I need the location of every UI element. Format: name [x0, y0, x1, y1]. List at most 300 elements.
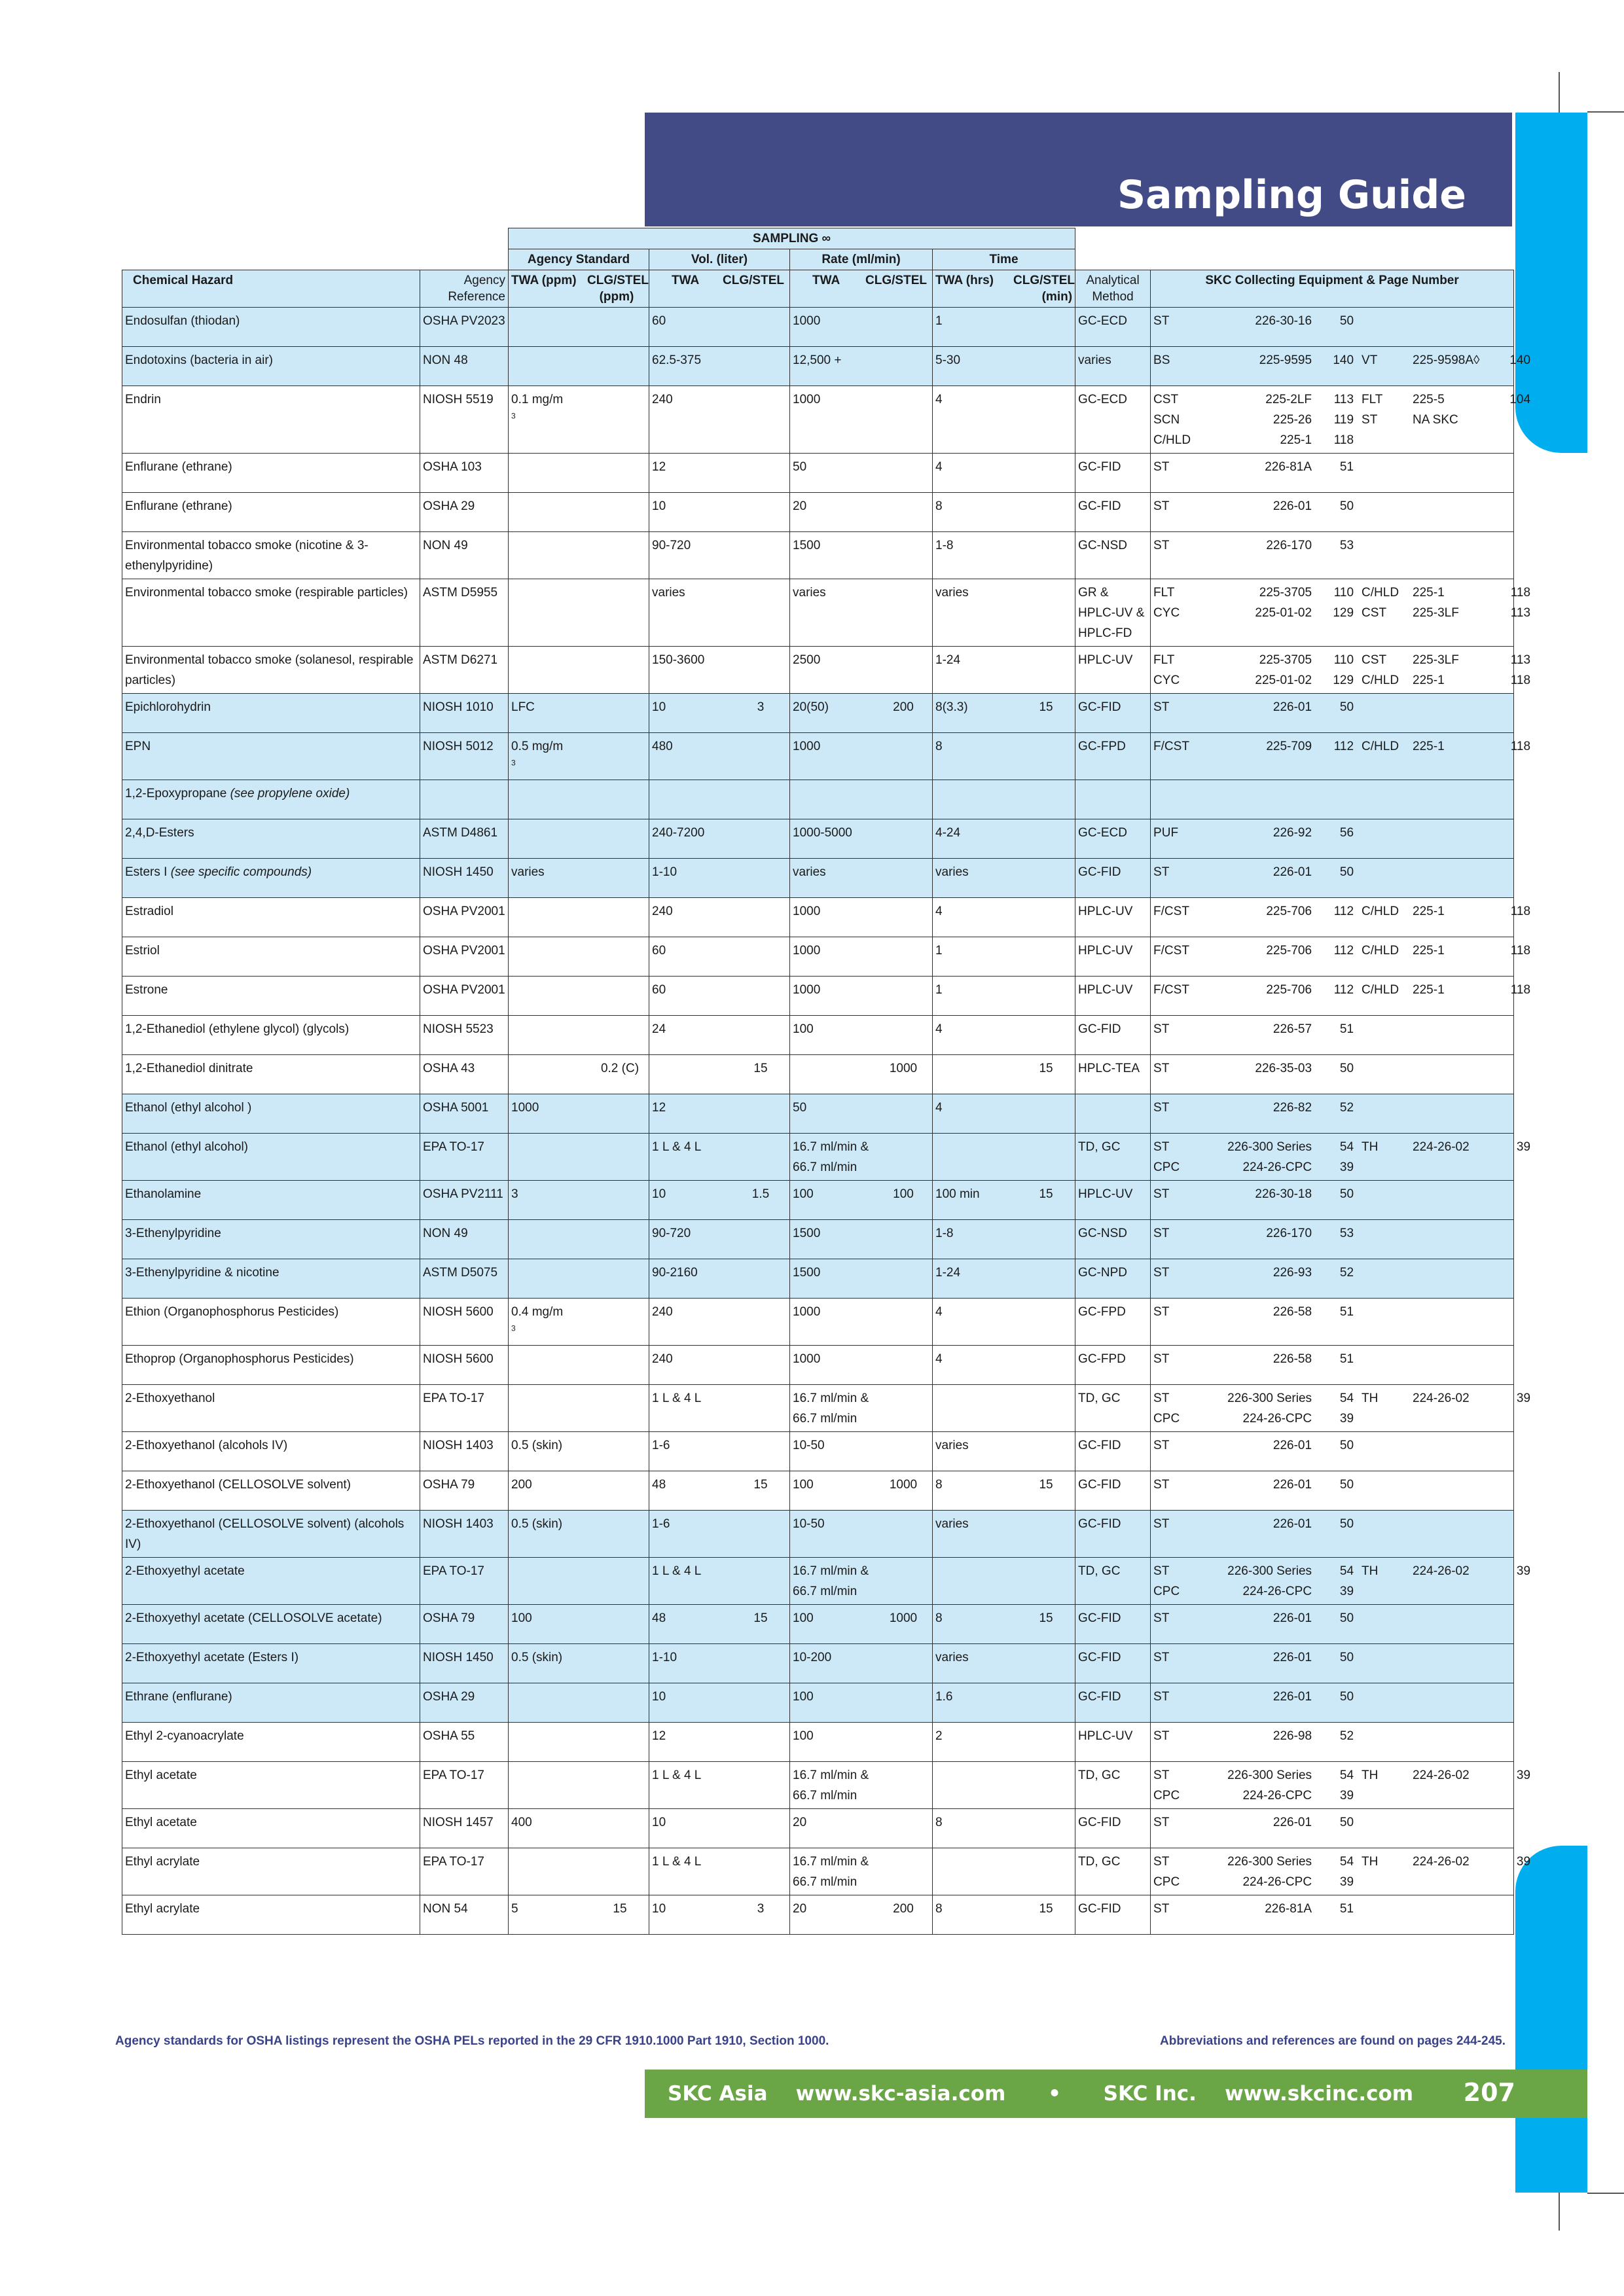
- table-row: [122, 1094, 1514, 1134]
- time-twa: 1-8: [935, 539, 954, 552]
- equipment-type: [1362, 496, 1413, 516]
- rate-twa: 1000: [793, 393, 821, 406]
- agency-reference-cell: [420, 780, 509, 819]
- equipment-type: ST: [1153, 1478, 1170, 1492]
- page-title: Sampling Guide: [1117, 172, 1466, 218]
- agency-reference-cell: [420, 1809, 509, 1848]
- volume-twa: 10: [652, 700, 666, 714]
- table-row: [122, 1346, 1514, 1385]
- rate-twa: 1000: [793, 1305, 821, 1319]
- catalog-number: [1413, 1475, 1491, 1495]
- equipment-line: [1153, 1872, 1511, 1892]
- hazard-name: Ethanol (ethyl alcohol ): [125, 1101, 252, 1115]
- agency-standard-cell: [509, 454, 649, 493]
- sampling-group-header: SAMPLING ∞: [509, 228, 1075, 249]
- table-row: [122, 454, 1514, 493]
- equipment-type: ST: [1153, 1187, 1170, 1201]
- page-ref: 53: [1339, 1227, 1354, 1240]
- rate-twa: 20: [793, 1816, 807, 1829]
- rate-twa: 100: [793, 1187, 814, 1201]
- footer-links[interactable]: SKC Asia www.skc-asia.com • SKC Inc. www.skcinc.com: [668, 2082, 1414, 2106]
- analytical-method: GC-FID: [1078, 499, 1121, 513]
- equipment-type: CST: [1362, 653, 1387, 667]
- volume-clg: [734, 1223, 787, 1244]
- page-ref: 112: [1333, 740, 1354, 753]
- volume-cell: [649, 1683, 790, 1723]
- volume-twa: 10: [652, 499, 666, 513]
- time-clg: [1020, 535, 1072, 556]
- analytical-method: GC-FID: [1078, 460, 1121, 474]
- chemical-hazard-cell: [122, 579, 420, 647]
- volume-cell: [649, 1134, 790, 1181]
- page-ref: 140: [1333, 353, 1354, 367]
- equipment-type: VT: [1362, 353, 1378, 367]
- hazard-name: Ethyl acetate: [125, 1816, 197, 1829]
- volume-twa: 240: [652, 393, 673, 406]
- page-ref: [1491, 457, 1530, 477]
- agency-reference: NON 49: [423, 1227, 468, 1240]
- equipment-type: ST: [1153, 1564, 1170, 1578]
- volume-twa: 1 L & 4 L: [652, 1855, 702, 1869]
- time-twa: varies: [935, 1651, 969, 1664]
- analytical-method: GC-FPD: [1078, 1352, 1126, 1366]
- agency-reference-cell: [420, 532, 509, 579]
- hazard-name: 1,2-Ethanediol dinitrate: [125, 1062, 253, 1075]
- rate-twa: 1500: [793, 539, 821, 552]
- rate-cell: [790, 347, 933, 386]
- rate-twa: 10-50: [793, 1439, 825, 1452]
- agency-reference: NON 54: [423, 1902, 468, 1916]
- time-clg: [1020, 350, 1072, 370]
- page-ref: 118: [1510, 983, 1531, 997]
- rate-cell: [790, 859, 933, 898]
- page-ref: 50: [1339, 1690, 1354, 1704]
- agency-reference-cell: [420, 1895, 509, 1935]
- time-cell: [933, 937, 1075, 977]
- page-ref: 39: [1516, 1564, 1531, 1578]
- volume-cell: [649, 1299, 790, 1346]
- chemical-hazard-cell: [122, 859, 420, 898]
- page-ref: [1491, 1514, 1530, 1534]
- time-clg: [1020, 389, 1072, 410]
- table-row: [122, 347, 1514, 386]
- equipment-line: [1153, 1514, 1511, 1534]
- volume-clg: [734, 389, 787, 410]
- agency-reference-cell: [420, 937, 509, 977]
- volume-cell: [649, 454, 790, 493]
- rate-clg: [877, 1098, 929, 1118]
- volume-twa: 10: [652, 1902, 666, 1916]
- catalog-number: [1413, 1647, 1491, 1668]
- analytical-method-cell: [1075, 859, 1151, 898]
- volume-cell: [649, 1259, 790, 1299]
- hazard-name: Endotoxins (bacteria in air): [125, 353, 273, 367]
- agency-reference: NIOSH 1450: [423, 865, 494, 879]
- equipment-line: [1153, 1388, 1531, 1408]
- catalog-number: 224-26-02: [1413, 1855, 1470, 1869]
- rate-twa: 1000-5000: [793, 826, 852, 840]
- catalog-number: [1413, 457, 1491, 477]
- page-ref: [1491, 697, 1530, 717]
- equipment-cell: [1151, 1299, 1514, 1346]
- time-twa: 1-8: [935, 1227, 954, 1240]
- rate-cell: [790, 1723, 933, 1762]
- equipment-cell: [1151, 1683, 1514, 1723]
- equipment-type: [1362, 1157, 1413, 1177]
- catalog-number: 224-26-02: [1413, 1391, 1470, 1405]
- chemical-hazard-cell: [122, 308, 420, 347]
- page-number: 207: [1463, 2078, 1515, 2107]
- catalog-number: [1413, 1058, 1491, 1079]
- time-clg: [1020, 1019, 1072, 1039]
- page-ref: 56: [1339, 826, 1354, 840]
- page-ref: [1491, 1785, 1530, 1806]
- page-ref: [1491, 1475, 1530, 1495]
- equipment-line: [1153, 1019, 1511, 1039]
- equipment-type: ST: [1153, 1352, 1170, 1366]
- equipment-cell: [1151, 1471, 1514, 1511]
- agency-standard-clg: [594, 1184, 646, 1204]
- catalog-number: 226-35-03: [1255, 1062, 1312, 1075]
- analytical-method: GC-ECD: [1078, 393, 1127, 406]
- agency-standard-twa: varies: [511, 865, 545, 879]
- rate-cell: [790, 1848, 933, 1895]
- page-ref: 118: [1510, 944, 1531, 958]
- rate-twa: 50: [793, 1101, 807, 1115]
- hazard-name: Estriol: [125, 944, 160, 958]
- equipment-type: C/HLD: [1362, 905, 1399, 918]
- time-cell: [933, 1471, 1075, 1511]
- analytical-method-cell: [1075, 532, 1151, 579]
- equipment-line: [1153, 1157, 1511, 1177]
- catalog-number: 226-57: [1272, 1022, 1312, 1036]
- rate-clg: [882, 1852, 929, 1892]
- catalog-number: [1413, 862, 1491, 882]
- analytical-method-cell: [1075, 1471, 1151, 1511]
- rate-clg: 1000: [889, 1478, 918, 1492]
- equipment-line: [1153, 389, 1531, 410]
- page-ref: 50: [1339, 1517, 1354, 1531]
- page-ref: [1491, 1408, 1530, 1429]
- hazard-name: EPN: [125, 740, 151, 753]
- page-ref: 113: [1510, 606, 1531, 620]
- agency-standard-cell: [509, 937, 649, 977]
- page-ref: 54: [1339, 1564, 1354, 1578]
- agency-reference-cell: [420, 1511, 509, 1558]
- equipment-type: [1362, 1058, 1413, 1079]
- catalog-number: 226-170: [1266, 1227, 1312, 1240]
- rate-clg: [877, 311, 929, 331]
- rate-clg: 200: [893, 1902, 914, 1916]
- rate-cell: [790, 1683, 933, 1723]
- rate-cell: [790, 1762, 933, 1809]
- catalog-number: [1413, 535, 1491, 556]
- volume-cell: [649, 1471, 790, 1511]
- equipment-type: ST: [1153, 1266, 1170, 1280]
- page-ref: [1491, 1647, 1530, 1668]
- agency-standard-cell: [509, 386, 649, 454]
- agency-standard-clg: [594, 389, 646, 430]
- time-cell: [933, 308, 1075, 347]
- agency-reference-cell: [420, 1016, 509, 1055]
- chemical-hazard-cell: [122, 1299, 420, 1346]
- equipment-line: [1153, 862, 1511, 882]
- equipment-line: [1153, 1561, 1531, 1581]
- agency-standard-cell: [509, 1644, 649, 1683]
- rate-cell: [790, 1220, 933, 1259]
- analytical-method-cell: [1075, 493, 1151, 532]
- time-header: Time: [933, 249, 1075, 270]
- agency-reference: ASTM D4861: [423, 826, 498, 840]
- hazard-name: Ethoprop (Organophosphorus Pesticides): [125, 1352, 354, 1366]
- time-clg: [1020, 1435, 1072, 1456]
- volume-clg: [734, 1388, 787, 1408]
- rate-cell: [790, 1644, 933, 1683]
- analytical-method-cell: [1075, 308, 1151, 347]
- catalog-number: [1413, 1302, 1491, 1322]
- equipment-cell: [1151, 1134, 1531, 1181]
- rate-cell: [790, 1385, 933, 1432]
- equipment-type: CST: [1153, 393, 1179, 406]
- agency-standard-cell: [509, 532, 649, 579]
- volume-clg: 3: [757, 1902, 765, 1916]
- hazard-name: Ethyl acetate: [125, 1768, 197, 1782]
- rate-cell: [790, 308, 933, 347]
- analytical-method-cell: [1075, 1259, 1151, 1299]
- agency-standard-twa: 1000: [511, 1101, 539, 1115]
- equipment-type: ST: [1153, 1062, 1170, 1075]
- volume-cell: [649, 1346, 790, 1385]
- analytical-method: GC-NPD: [1078, 1266, 1127, 1280]
- time-subheader: TWA (hrs) CLG/STEL (min): [933, 270, 1075, 308]
- analytical-method-cell: [1075, 1016, 1151, 1055]
- rate-clg: [877, 901, 929, 922]
- equipment-header: SKC Collecting Equipment & Page Number: [1151, 270, 1514, 308]
- volume-clg: 3: [757, 700, 765, 714]
- volume-twa: 150-3600: [652, 653, 705, 667]
- equipment-line: [1153, 1899, 1511, 1919]
- equipment-line: [1153, 1608, 1511, 1628]
- equipment-type: ST: [1153, 1611, 1170, 1625]
- chemical-hazard-cell: [122, 1471, 420, 1511]
- catalog-number: [1413, 1726, 1491, 1746]
- time-cell: [933, 1299, 1075, 1346]
- volume-twa: 10: [652, 1690, 666, 1704]
- time-cell: [933, 1558, 1075, 1605]
- equipment-cell: [1151, 1511, 1514, 1558]
- page-ref: 50: [1339, 1478, 1354, 1492]
- equipment-type: [1362, 1514, 1413, 1534]
- equipment-type: C/HLD: [1362, 983, 1399, 997]
- rate-cell: [790, 733, 933, 780]
- time-cell: [933, 733, 1075, 780]
- agency-reference-cell: [420, 1181, 509, 1220]
- volume-clg: [734, 1019, 787, 1039]
- rate-clg: [882, 1765, 929, 1806]
- time-clg: [1020, 1223, 1072, 1244]
- volume-cell: [649, 733, 790, 780]
- time-twa: 8: [935, 499, 943, 513]
- agency-standard-clg: [594, 1514, 646, 1534]
- time-cell: [933, 694, 1075, 733]
- rate-twa: 10-50: [793, 1517, 825, 1531]
- volume-cell: [649, 859, 790, 898]
- rate-clg: [877, 862, 929, 882]
- agency-reference: OSHA 5001: [423, 1101, 489, 1115]
- agency-standard-twa: 0.5 (skin): [511, 1439, 563, 1452]
- chemical-hazard-cell: [122, 347, 420, 386]
- agency-reference-cell: [420, 819, 509, 859]
- volume-clg: [734, 1435, 787, 1456]
- page-ref: [1491, 1899, 1530, 1919]
- equipment-type: C/HLD: [1153, 433, 1191, 447]
- equipment-cell: [1151, 1723, 1514, 1762]
- volume-cell: [649, 1644, 790, 1683]
- chemical-hazard-cell: [122, 1259, 420, 1299]
- time-twa: 8: [935, 1611, 943, 1625]
- page-ref: 118: [1333, 433, 1354, 447]
- agency-standard-cell: [509, 1299, 649, 1346]
- agency-reference-cell: [420, 1346, 509, 1385]
- analytical-method-cell: [1075, 1055, 1151, 1094]
- page-ref: 118: [1510, 905, 1531, 918]
- equipment-type: [1362, 1184, 1413, 1204]
- rate-twa: varies: [793, 865, 826, 879]
- volume-cell: [649, 308, 790, 347]
- chemical-hazard-cell: [122, 1134, 420, 1181]
- catalog-number: [1413, 1157, 1491, 1177]
- agency-standard-twa: 0.5 mg/m: [511, 740, 564, 753]
- table-row: [122, 647, 1514, 694]
- hazard-name: 2,4,D-Esters: [125, 826, 194, 840]
- equipment-cell: [1151, 1644, 1514, 1683]
- agency-standard-clg: [594, 1302, 646, 1342]
- rate-twa: 50: [793, 460, 807, 474]
- time-twa: 4: [935, 905, 943, 918]
- page-ref: [1491, 1608, 1530, 1628]
- rate-twa: 100: [793, 1690, 814, 1704]
- catalog-number: [1413, 1514, 1491, 1534]
- agency-reference-cell: [420, 647, 509, 694]
- chemical-hazard-cell: [122, 532, 420, 579]
- equipment-line: [1153, 1581, 1511, 1602]
- rate-twa: 1000: [793, 944, 821, 958]
- rate-clg: [877, 350, 929, 370]
- catalog-number: 226-30-18: [1255, 1187, 1312, 1201]
- rate-cell: [790, 1016, 933, 1055]
- volume-clg: [734, 583, 787, 603]
- equipment-type: CPC: [1153, 1789, 1180, 1803]
- hazard-name: 2-Ethoxyethyl acetate (Esters I): [125, 1651, 299, 1664]
- equipment-type: ST: [1153, 314, 1170, 328]
- page-ref: 50: [1339, 700, 1354, 714]
- volume-cell: [649, 937, 790, 977]
- analytical-method: GC-NSD: [1078, 539, 1127, 552]
- analytical-method: GC-FID: [1078, 700, 1121, 714]
- equipment-cell: [1151, 1558, 1531, 1605]
- rate-cell: [790, 694, 933, 733]
- equipment-cell: [1151, 780, 1514, 819]
- chemical-hazard-cell: [122, 1605, 420, 1644]
- analytical-method: TD, GC: [1078, 1391, 1121, 1405]
- time-twa: 4: [935, 1305, 943, 1319]
- volume-cell: [649, 1432, 790, 1471]
- equipment-cell: [1151, 1094, 1514, 1134]
- agency-reference: OSHA PV2001: [423, 944, 505, 958]
- analytical-method: GC-ECD: [1078, 826, 1127, 840]
- table-row: [122, 1644, 1514, 1683]
- volume-clg: [734, 1349, 787, 1369]
- agency-standard-cell: [509, 1723, 649, 1762]
- catalog-number: 226-300 Series: [1227, 1855, 1312, 1869]
- hazard-name: 2-Ethoxyethyl acetate (CELLOSOLVE acetate): [125, 1611, 382, 1625]
- time-twa: 1: [935, 983, 943, 997]
- table-row: [122, 898, 1514, 937]
- equipment-type: [1362, 1263, 1413, 1283]
- catalog-number: 226-300 Series: [1227, 1140, 1312, 1154]
- chemical-hazard-cell: [122, 819, 420, 859]
- volume-cell: [649, 819, 790, 859]
- table-row: [122, 1809, 1514, 1848]
- rate-clg: [877, 1019, 929, 1039]
- volume-clg: [734, 650, 787, 670]
- table-row: [122, 1723, 1514, 1762]
- page-ref: 50: [1339, 1816, 1354, 1829]
- agency-reference-header: Agency Reference: [420, 270, 509, 308]
- table-row: [122, 937, 1514, 977]
- chemical-hazard-cell: [122, 1385, 420, 1432]
- catalog-number: 225-9598A◊: [1413, 353, 1480, 367]
- agency-reference-cell: [420, 1683, 509, 1723]
- volume-twa: 12: [652, 1729, 666, 1743]
- volume-cell: [649, 1016, 790, 1055]
- analytical-method-cell: [1075, 1605, 1151, 1644]
- rate-cell: [790, 977, 933, 1016]
- equipment-type: ST: [1153, 865, 1170, 879]
- rate-twa: 2500: [793, 653, 821, 667]
- volume-twa: 90-2160: [652, 1266, 698, 1280]
- equipment-type: F/CST: [1153, 740, 1189, 753]
- volume-twa: 1-6: [652, 1517, 670, 1531]
- analytical-method-cell: [1075, 819, 1151, 859]
- time-cell: [933, 1432, 1075, 1471]
- page-ref: 51: [1339, 1022, 1354, 1036]
- hazard-name: Environmental tobacco smoke (nicotine & 3-ethenylpyridine): [125, 539, 369, 573]
- rate-cell: [790, 898, 933, 937]
- rate-clg: [877, 980, 929, 1000]
- table-row: [122, 1220, 1514, 1259]
- catalog-number: 226-01: [1272, 1478, 1312, 1492]
- agency-reference: ASTM D5955: [423, 586, 498, 600]
- catalog-number: 225-1: [1413, 983, 1445, 997]
- catalog-number: 225-706: [1266, 983, 1312, 997]
- agency-standard-twa: 0.5 (skin): [511, 1517, 563, 1531]
- hazard-name: Endrin: [125, 393, 161, 406]
- equipment-type: ST: [1153, 539, 1170, 552]
- sampling-table: [122, 228, 1531, 1935]
- equipment-cell: [1151, 454, 1514, 493]
- chemical-hazard-cell: [122, 1809, 420, 1848]
- equipment-type: [1362, 1687, 1413, 1707]
- equipment-line: [1153, 697, 1511, 717]
- equipment-line: [1153, 350, 1531, 370]
- equipment-cell: [1151, 1016, 1514, 1055]
- equipment-type: ST: [1153, 1439, 1170, 1452]
- page-ref: [1491, 1687, 1530, 1707]
- volume-twa: 1-10: [652, 865, 677, 879]
- equipment-type: TH: [1362, 1855, 1379, 1869]
- analytical-method: GC-FID: [1078, 1816, 1121, 1829]
